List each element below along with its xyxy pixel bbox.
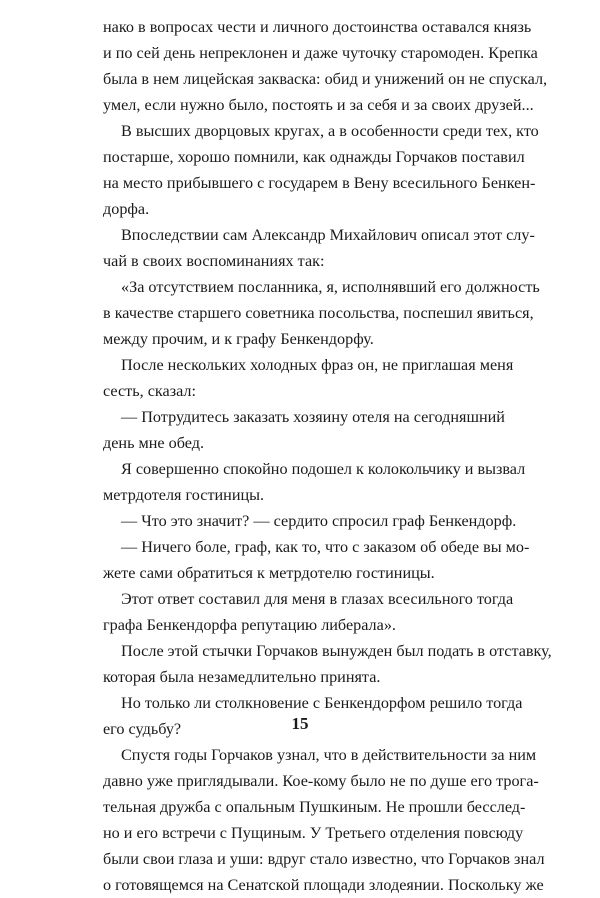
text-line: о готовящемся на Сенатской площади злодеянии. Поскольку же (103, 876, 544, 894)
page-number: 15 (291, 714, 309, 733)
text-line: его судьбу? (103, 720, 182, 738)
text-line: тельная дружба с опальным Пушкиным. Не прошли бесслед- (103, 798, 526, 816)
body-text (103, 14, 552, 898)
text-line: в качестве старшего советника посольства, поспешил явиться, (103, 304, 534, 322)
text-line: — Что это значит? — сердито спросил граф Бенкендорф. (121, 512, 517, 530)
text-line: — Ничего боле, граф, как то, что с заказом об обеде вы мо- (121, 538, 530, 556)
text-line: день мне обед. (103, 434, 205, 452)
text-line: сесть, сказал: (103, 382, 196, 400)
text-line: жете сами обратиться к метрдотелю гостиницы. (103, 564, 435, 582)
text-line: чай в своих воспоминаниях так: (103, 252, 325, 270)
text-line: метрдотеля гостиницы. (103, 486, 265, 504)
text-line: — Потрудитесь заказать хозяину отеля на сегодняшний (121, 408, 505, 426)
text-line: давно уже приглядывали. Кое-кому было не по душе его трога- (103, 772, 539, 790)
text-line: В высших дворцовых кругах, а в особенности среди тех, кто (121, 122, 539, 140)
text-line: постарше, хорошо помнили, как однажды Горчаков поставил (103, 148, 525, 166)
text-line: нако в вопросах чести и личного достоинства оставался князь (103, 18, 532, 36)
text-line: Но только ли столкновение с Бенкендорфом решило тогда (121, 694, 523, 712)
text-line: умел, если нужно было, постоять и за себя и за своих друзей... (103, 96, 534, 114)
text-line: и по сей день непреклонен и даже чуточку старомоден. Крепка (103, 44, 538, 62)
text-line: но и его встречи с Пущиным. У Третьего отделения повсюду (103, 824, 524, 842)
text-line: была в нем лицейская закваска: обид и унижений он не спускал, (103, 70, 548, 88)
text-line: на место прибывшего с государем в Вену всесильного Бенкен- (103, 174, 536, 192)
text-line: Спустя годы Горчаков узнал, что в действительности за ним (121, 746, 537, 764)
text-line: Впоследствии сам Александр Михайлович описал этот слу- (121, 226, 535, 244)
text-line: между прочим, и к графу Бенкендорфу. (103, 330, 374, 348)
text-line: дорфа. (103, 200, 150, 218)
text-line: Этот ответ составил для меня в глазах всесильного тогда (121, 590, 514, 608)
text-line: Я совершенно спокойно подошел к колокольчику и вызвал (121, 460, 526, 478)
text-line: После нескольких холодных фраз он, не приглашая меня (121, 356, 514, 374)
text-line: которая была незамедлительно принята. (103, 668, 381, 686)
text-line: были свои глаза и уши: вдруг стало известно, что Горчаков знал (103, 850, 545, 868)
text-line: «За отсутствием посланника, я, исполнявший его должность (121, 278, 540, 296)
text-line: После этой стычки Горчаков вынужден был подать в отставку, (121, 642, 552, 660)
text-line: графа Бенкендорфа репутацию либерала». (103, 616, 396, 634)
